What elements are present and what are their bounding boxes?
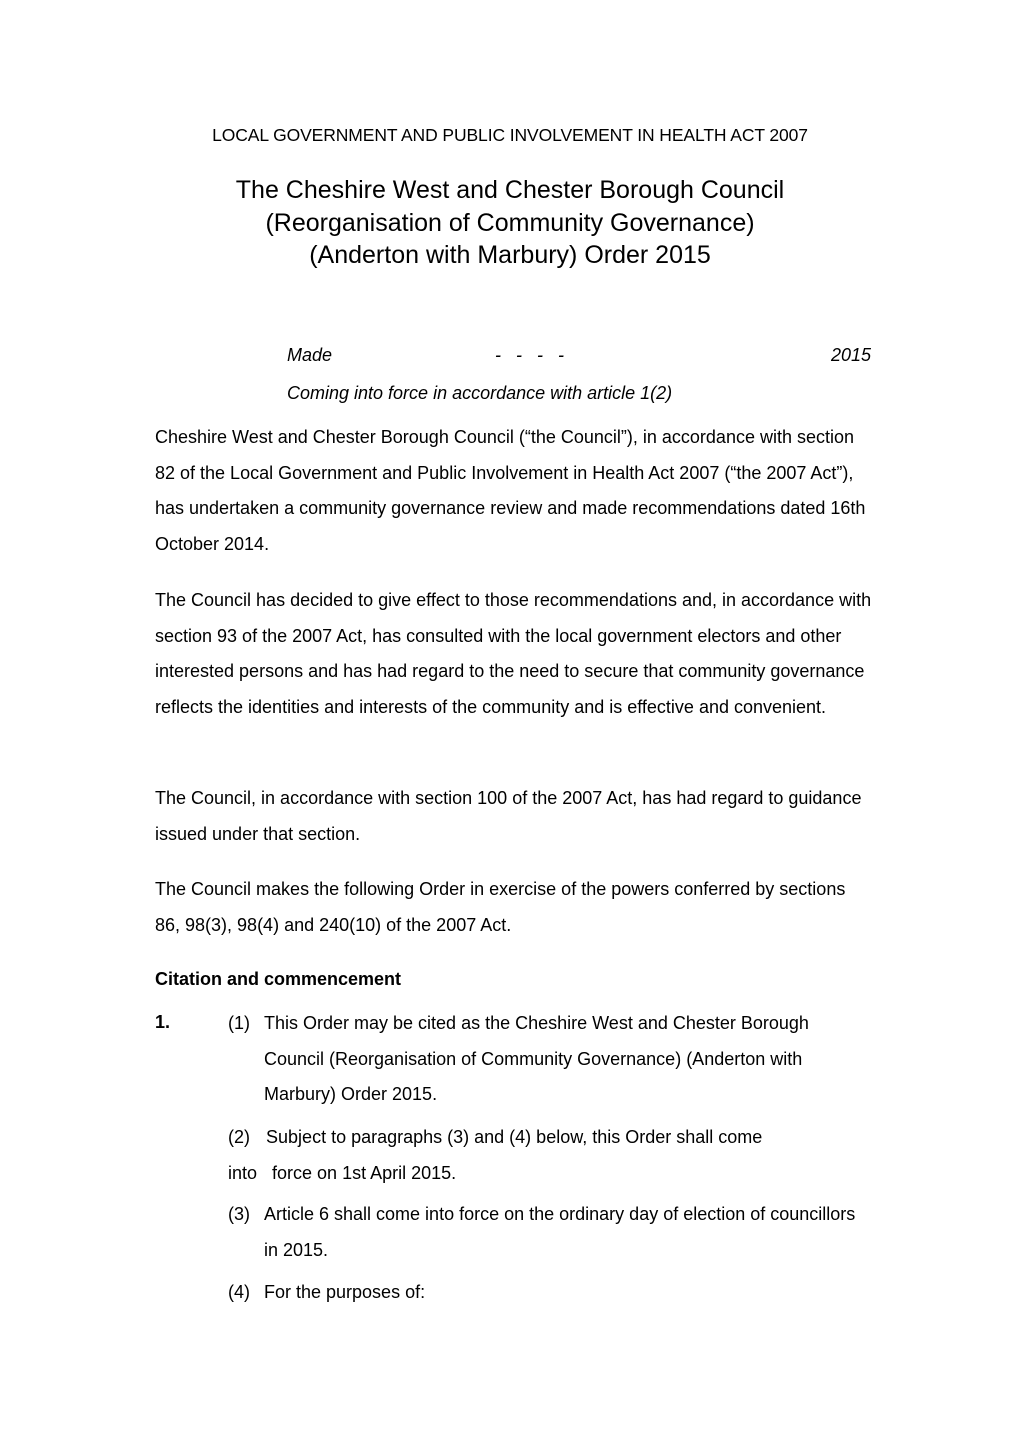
paragraph-number: (3) <box>228 1204 250 1224</box>
paragraph-text: This Order may be cited as the Cheshire West and Chester Borough Council (Reorganisation of Community Governance) (Anderton with Marbury) Order 2015. <box>264 1013 809 1104</box>
act-title: LOCAL GOVERNMENT AND PUBLIC INVOLVEMENT IN HEALTH ACT 2007 <box>212 125 808 145</box>
paragraph-number: (4) <box>228 1282 250 1302</box>
preamble-paragraph: The Council has decided to give effect to those recommendations and, in accordance with section 93 of the 2007 Act, has consulted with the local government electors and other interested persons and has had regard to the need to secure that community governance reflects the identities and interests of the community and is effective and convenient. <box>155 590 872 717</box>
made-label: Made <box>287 345 333 365</box>
paragraph-text: For the purposes of: <box>264 1282 426 1302</box>
order-title-line-1: The Cheshire West and Chester Borough Council <box>235 176 785 204</box>
made-date-row <box>287 345 871 369</box>
made-year: 2015 <box>830 345 871 365</box>
article-number: 1. <box>155 1012 171 1032</box>
paragraph-number: (1) <box>228 1013 250 1033</box>
section-heading: Citation and commencement <box>155 969 402 989</box>
order-title-line-3: (Anderton with Marbury) Order 2015 <box>309 241 711 269</box>
preamble-paragraph: The Council, in accordance with section 100 of the 2007 Act, has had regard to guidance issued under that section. <box>155 788 862 844</box>
preamble-paragraph: Cheshire West and Chester Borough Council (“the Council”), in accordance with section 82 of the Local Government and Public Involvement in Health Act 2007 (“the 2007 Act”), has undertaken a community governance review and made recommendations dated 16th October 2014. <box>155 427 866 554</box>
article-paragraph <box>228 1197 868 1268</box>
coming-into-force: Coming into force in accordance with article 1(2) <box>287 383 673 403</box>
article-paragraph <box>228 1006 868 1113</box>
preamble-paragraph: The Council makes the following Order in exercise of the powers conferred by sections 86, 98(3), 98(4) and 240(10) of the 2007 Act. <box>155 879 846 935</box>
article-paragraph <box>228 1120 868 1191</box>
paragraph-text: Article 6 shall come into force on the ordinary day of election of councillors in 2015. <box>264 1204 856 1260</box>
paragraph-text-continued: into force on 1st April 2015. <box>228 1162 457 1183</box>
article-paragraph <box>228 1275 868 1311</box>
paragraph-number: (2) <box>228 1127 250 1147</box>
made-date-blank: - - - - <box>495 345 564 365</box>
order-title <box>0 174 1020 272</box>
order-title-line-2: (Reorganisation of Community Governance) <box>265 208 755 237</box>
paragraph-text: Subject to paragraphs (3) and (4) below, this Order shall come <box>266 1127 763 1147</box>
